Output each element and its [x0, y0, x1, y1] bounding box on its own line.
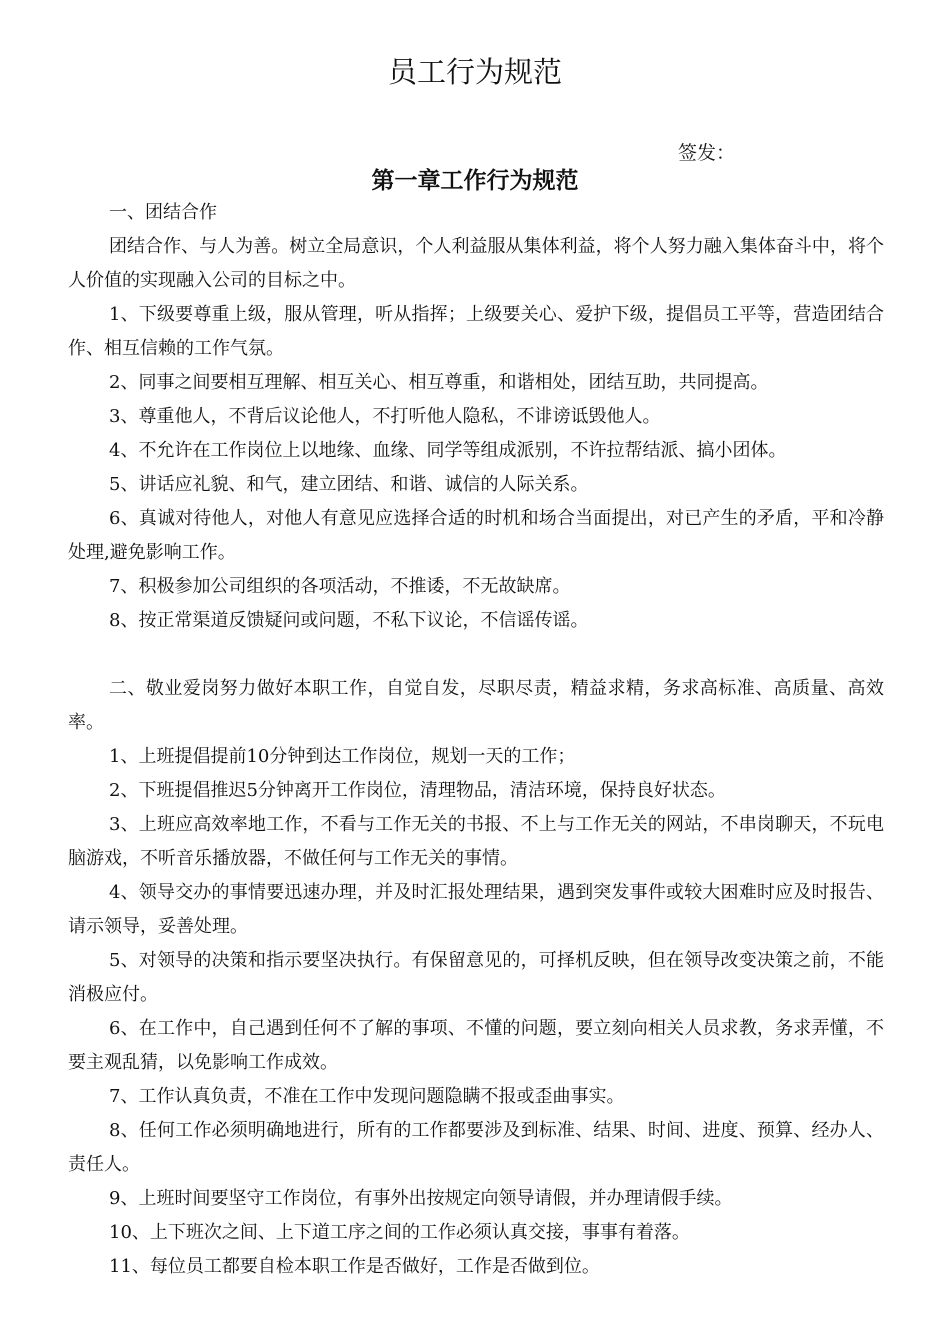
- chapter-title: 第一章工作行为规范: [371, 168, 579, 194]
- paragraph: 7、工作认真负责，不准在工作中发现问题隐瞒不报或歪曲事实。: [109, 1086, 625, 1107]
- paragraph: 5、对领导的决策和指示要坚决执行。有保留意见的，可择机反映，但在领导改变决策之前，不能消极应付。: [68, 950, 884, 1005]
- paragraph: 团结合作、与人为善。树立全局意识，个人利益服从集体利益，将个人努力融入集体奋斗中，将个人价值的实现融入公司的目标之中。: [68, 236, 884, 291]
- paragraph: 7、积极参加公司组织的各项活动，不推诿，不无故缺席。: [109, 576, 571, 597]
- section-heading: 二、敬业爱岗努力做好本职工作，自觉自发，尽职尽责，精益求精，务求高标准、高质量、高效率。: [68, 678, 884, 733]
- paragraph: 1、上班提倡提前10分钟到达工作岗位，规划一天的工作；: [109, 746, 576, 767]
- paragraph: 6、在工作中，自己遇到任何不了解的事项、不懂的问题，要立刻向相关人员求教，务求弄懂，不要主观乱猜，以免影响工作成效。: [68, 1018, 884, 1073]
- paragraph: 9、上班时间要坚守工作岗位，有事外出按规定向领导请假，并办理请假手续。: [109, 1188, 733, 1209]
- paragraph: 3、上班应高效率地工作，不看与工作无关的书报、不上与工作无关的网站，不串岗聊天，不玩电脑游戏，不听音乐播放器，不做任何与工作无关的事情。: [68, 814, 884, 869]
- sign-label: 签发：: [678, 142, 736, 164]
- paragraph: 2、同事之间要相互理解、相互关心、相互尊重，和谐相处，团结互助，共同提高。: [109, 372, 769, 393]
- paragraph: 6、真诚对待他人，对他人有意见应选择合适的时机和场合当面提出，对已产生的矛盾，平和冷静处理,避免影响工作。: [68, 508, 884, 563]
- document-body: [68, 196, 884, 1284]
- paragraph: 4、不允许在工作岗位上以地缘、血缘、同学等组成派别，不许拉帮结派、搞小团体。: [109, 440, 787, 461]
- paragraph: 2、下班提倡推迟5分钟离开工作岗位，清理物品，清洁环境，保持良好状态。: [109, 780, 726, 801]
- paragraph: 10、上下班次之间、上下道工序之间的工作必须认真交接，事事有着落。: [109, 1222, 690, 1243]
- paragraph: 8、任何工作必须明确地进行，所有的工作都要涉及到标准、结果、时间、进度、预算、经办人、责任人。: [68, 1120, 884, 1175]
- paragraph: 5、讲话应礼貌、和气，建立团结、和谐、诚信的人际关系。: [109, 474, 589, 495]
- paragraph: 3、尊重他人，不背后议论他人，不打听他人隐私，不诽谤诋毁他人。: [109, 406, 661, 427]
- paragraph: 1、下级要尊重上级，服从管理，听从指挥；上级要关心、爱护下级，提倡员工平等，营造团结合作、相互信赖的工作气氛。: [68, 304, 884, 359]
- blank-line: [68, 638, 884, 672]
- paragraph: 8、按正常渠道反馈疑问或问题，不私下议论，不信谣传谣。: [109, 610, 589, 631]
- document-title: 员工行为规范: [387, 55, 562, 89]
- section-heading: 一、团结合作: [109, 202, 217, 223]
- paragraph: 11、每位员工都要自检本职工作是否做好，工作是否做到位。: [109, 1256, 600, 1277]
- paragraph: 4、领导交办的事情要迅速办理，并及时汇报处理结果，遇到突发事件或较大困难时应及时报告、请示领导，妥善处理。: [68, 882, 884, 937]
